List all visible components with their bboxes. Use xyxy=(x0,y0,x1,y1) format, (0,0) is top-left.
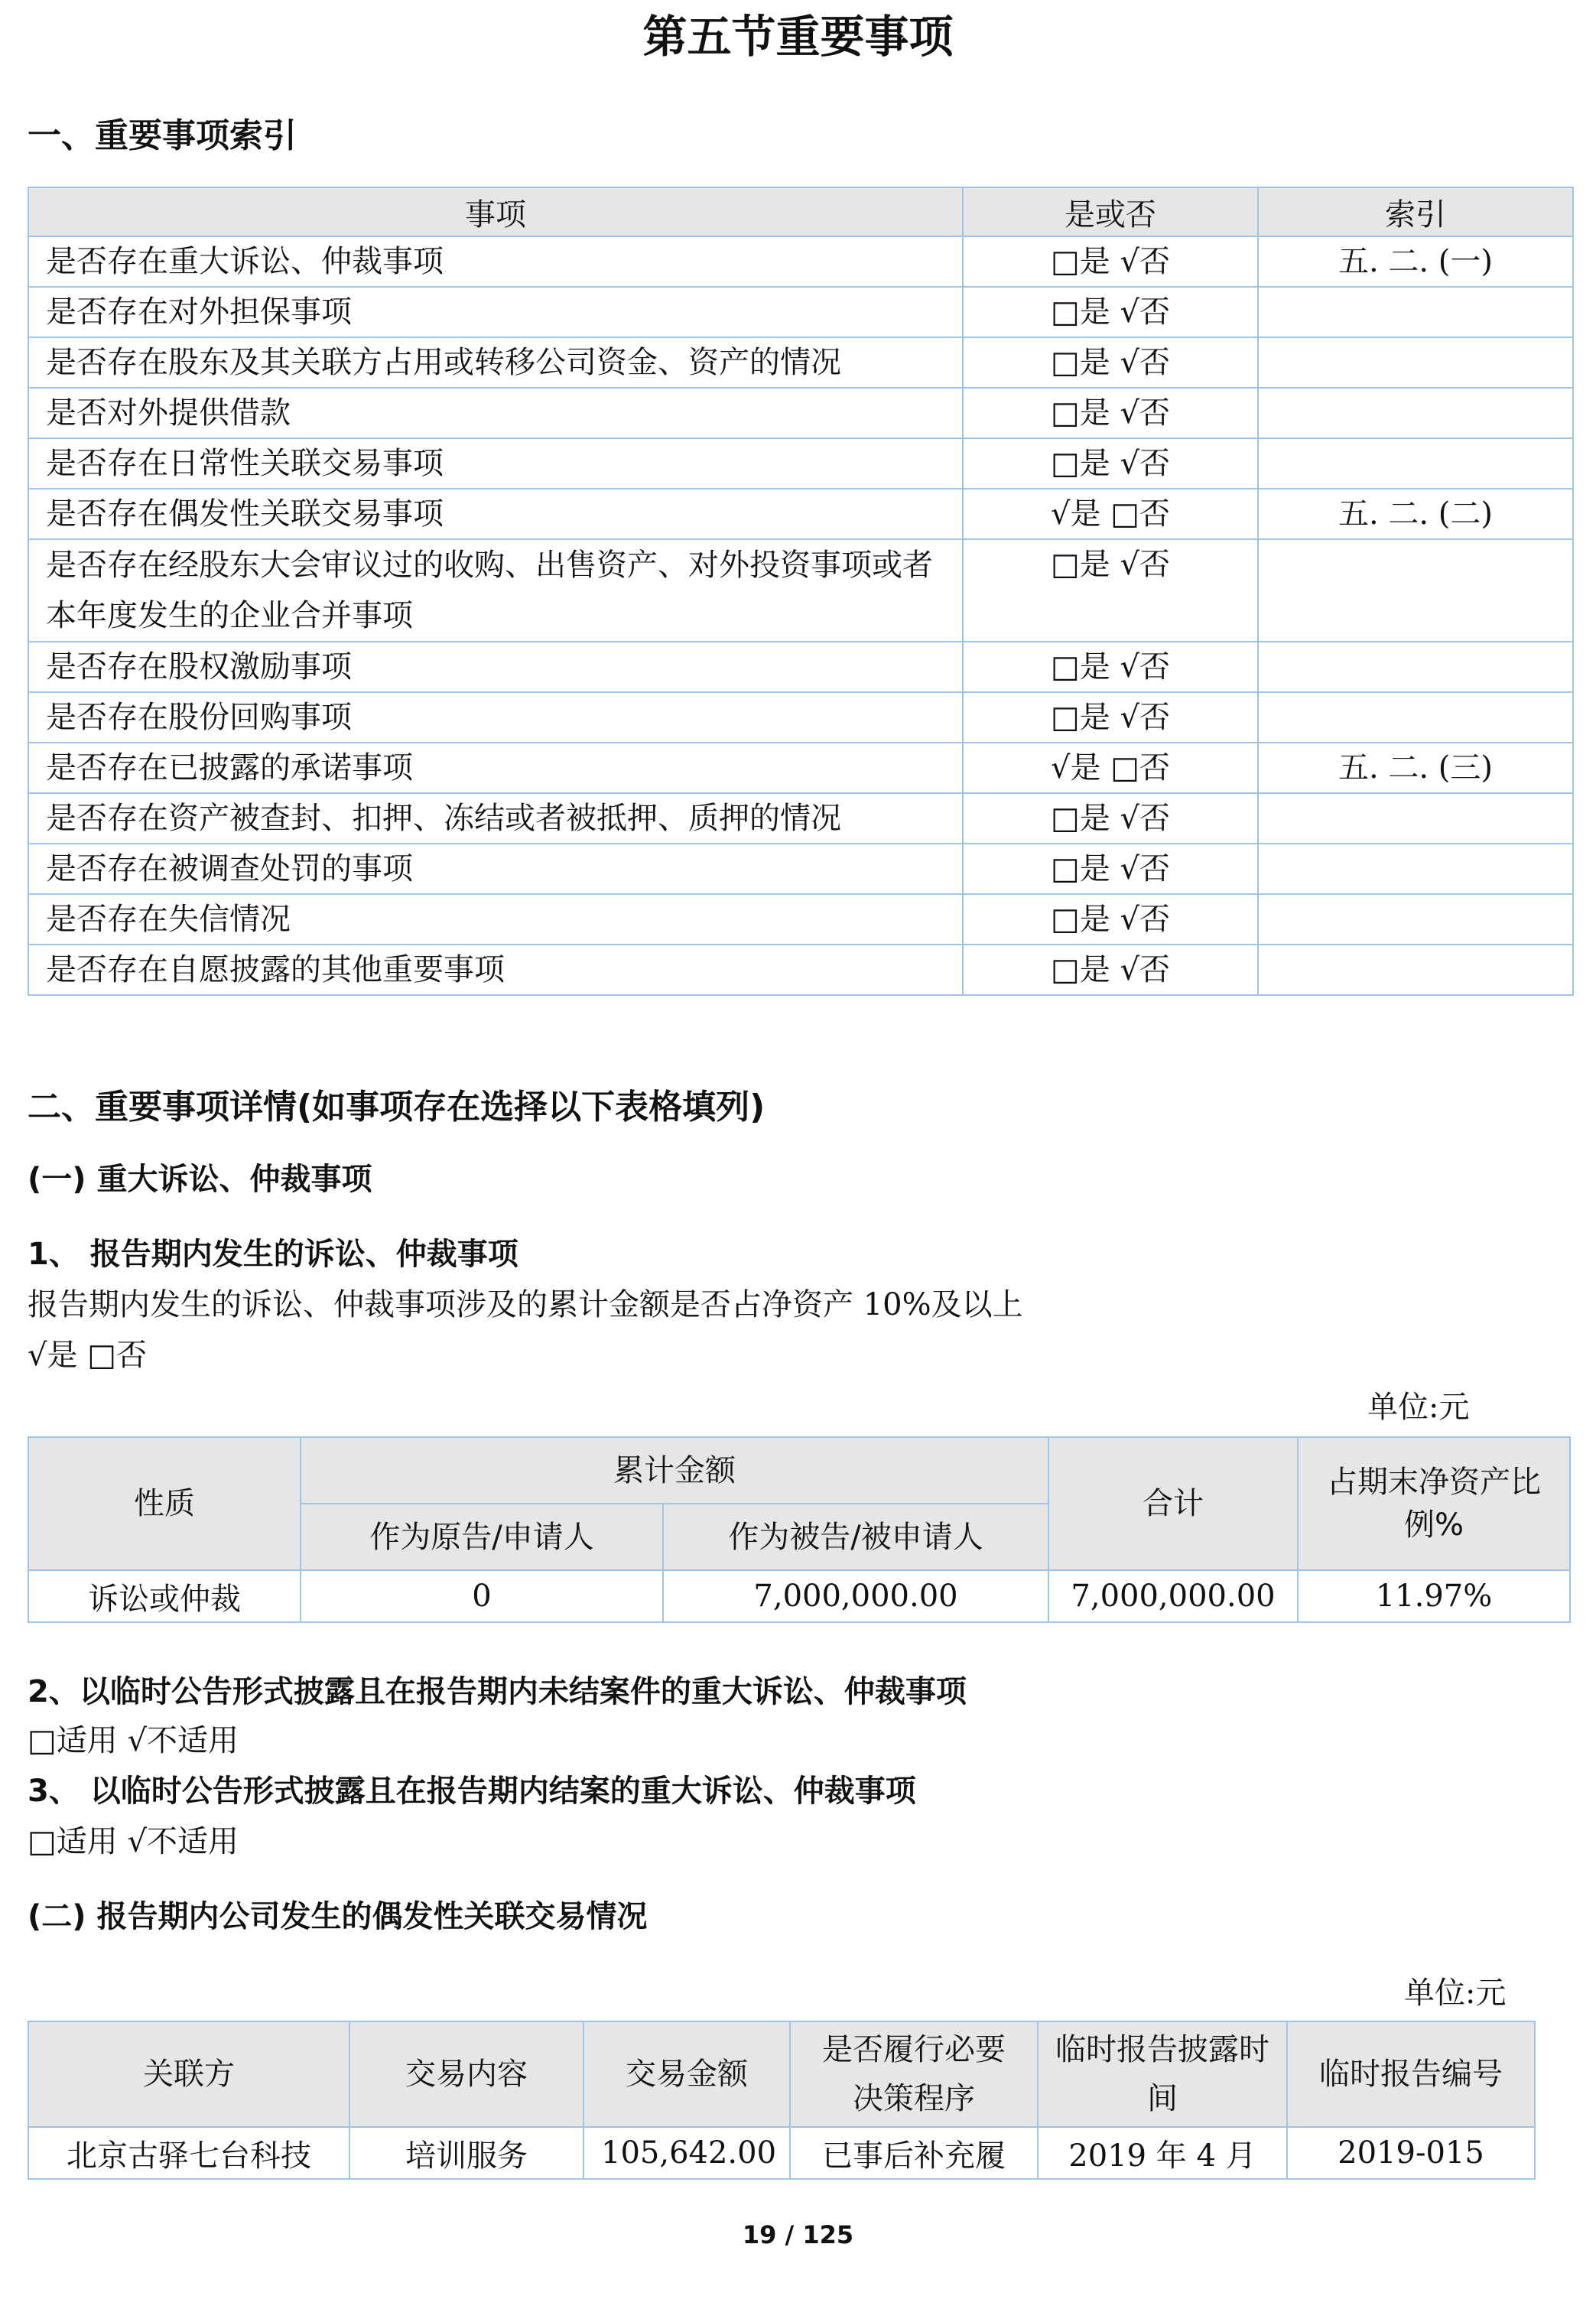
header-index: 索引 xyxy=(1258,187,1573,236)
index-cell xyxy=(1258,945,1573,995)
index-table-header xyxy=(28,187,1573,236)
index-cell: 五. 二. (三) xyxy=(1258,743,1573,793)
index-cell xyxy=(1258,692,1573,743)
item-cell: 是否存在股东及其关联方占用或转移公司资金、资产的情况 xyxy=(28,337,963,388)
index-cell xyxy=(1258,642,1573,692)
page-title: 第五节重要事项 xyxy=(642,11,954,63)
item-cell: 是否存在已披露的承诺事项 xyxy=(28,743,963,793)
item-cell: 是否对外提供借款 xyxy=(28,388,963,438)
table-row xyxy=(28,844,1573,894)
yes-no-cell: √是 □否 xyxy=(963,743,1258,793)
yes-no-cell: □是 √否 xyxy=(963,894,1258,945)
header-total: 合计 xyxy=(1048,1437,1298,1570)
subsection-2-heading: (二) 报告期内公司发生的偶发性关联交易情况 xyxy=(28,1899,648,1934)
index-cell: 五. 二. (二) xyxy=(1258,489,1573,539)
header-item: 事项 xyxy=(28,187,963,236)
header-amount: 交易金额 xyxy=(583,2021,790,2127)
unit-label-2: 单位:元 xyxy=(1404,1976,1507,2011)
index-cell xyxy=(1258,438,1573,489)
item-cell: 是否存在重大诉讼、仲裁事项 xyxy=(28,236,963,287)
item-cell: 是否存在资产被查封、扣押、冻结或者被抵押、质押的情况 xyxy=(28,793,963,844)
table-row xyxy=(28,489,1573,539)
plaintiff-amount-cell: 0 xyxy=(301,1570,663,1622)
header-yes-no: 是或否 xyxy=(963,187,1258,236)
table-row xyxy=(28,743,1573,793)
item-cell: 是否存在日常性关联交易事项 xyxy=(28,438,963,489)
item-cell: 是否存在失信情况 xyxy=(28,894,963,945)
table-row xyxy=(28,438,1573,489)
table-row xyxy=(28,692,1573,743)
item-cell: 是否存在股权激励事项 xyxy=(28,642,963,692)
amount-cell: 105,642.00 xyxy=(583,2127,790,2179)
header-ratio: 占期末净资产比例% xyxy=(1298,1437,1570,1570)
table-row xyxy=(28,945,1573,995)
unit-label: 单位:元 xyxy=(1367,1390,1470,1425)
index-cell xyxy=(1258,287,1573,337)
header-decision-procedure: 是否履行必要决策程序 xyxy=(790,2021,1038,2127)
index-cell xyxy=(1258,539,1573,642)
table-row xyxy=(28,539,1573,642)
decision-procedure-cell: 已事后补充履 xyxy=(790,2127,1038,2179)
yes-no-cell: □是 √否 xyxy=(963,844,1258,894)
item-1-heading: 1、 报告期内发生的诉讼、仲裁事项 xyxy=(28,1237,518,1272)
item-3-answer: □适用 √不适用 xyxy=(28,1824,239,1859)
header-nature: 性质 xyxy=(28,1437,301,1570)
yes-no-cell: □是 √否 xyxy=(963,388,1258,438)
index-table xyxy=(28,187,1574,996)
item-2-heading: 2、以临时公告形式披露且在报告期内未结案件的重大诉讼、仲裁事项 xyxy=(28,1674,967,1709)
index-cell xyxy=(1258,337,1573,388)
table-row xyxy=(28,2127,1535,2179)
table-row xyxy=(28,337,1573,388)
header-report-number: 临时报告编号 xyxy=(1287,2021,1535,2127)
yes-no-cell: □是 √否 xyxy=(963,438,1258,489)
index-cell xyxy=(1258,388,1573,438)
yes-no-cell: □是 √否 xyxy=(963,539,1258,642)
table-row xyxy=(28,236,1573,287)
table-row xyxy=(28,287,1573,337)
header-as-plaintiff: 作为原告/申请人 xyxy=(301,1504,663,1570)
yes-no-cell: □是 √否 xyxy=(963,793,1258,844)
yes-no-cell: √是 □否 xyxy=(963,489,1258,539)
index-cell xyxy=(1258,894,1573,945)
index-cell xyxy=(1258,844,1573,894)
index-cell xyxy=(1258,793,1573,844)
section-2-heading: 二、重要事项详情(如事项存在选择以下表格填列) xyxy=(28,1088,765,1127)
item-cell: 是否存在偶发性关联交易事项 xyxy=(28,489,963,539)
yes-no-cell: □是 √否 xyxy=(963,236,1258,287)
yes-no-cell: □是 √否 xyxy=(963,692,1258,743)
item-cell: 是否存在股份回购事项 xyxy=(28,692,963,743)
yes-no-cell: □是 √否 xyxy=(963,337,1258,388)
table-row xyxy=(28,388,1573,438)
header-as-defendant: 作为被告/被申请人 xyxy=(663,1504,1048,1570)
total-cell: 7,000,000.00 xyxy=(1048,1570,1298,1622)
yes-no-cell: □是 √否 xyxy=(963,945,1258,995)
yes-no-cell: □是 √否 xyxy=(963,642,1258,692)
item-3-heading: 3、 以临时公告形式披露且在报告期内结案的重大诉讼、仲裁事项 xyxy=(28,1774,916,1809)
page-number: 19 / 125 xyxy=(742,2220,854,2249)
related-party-cell: 北京古驿七台科技 xyxy=(28,2127,349,2179)
content-cell: 培训服务 xyxy=(349,2127,583,2179)
header-related-party: 关联方 xyxy=(28,2021,349,2127)
header-cumulative-amount: 累计金额 xyxy=(301,1437,1048,1504)
ratio-cell: 11.97% xyxy=(1298,1570,1570,1622)
report-number-cell: 2019-015 xyxy=(1287,2127,1535,2179)
table-row xyxy=(28,894,1573,945)
header-disclosure-time: 临时报告披露时间 xyxy=(1038,2021,1287,2127)
litigation-table xyxy=(28,1436,1571,1623)
header-content: 交易内容 xyxy=(349,2021,583,2127)
item-2-answer: □适用 √不适用 xyxy=(28,1723,239,1758)
yes-no-cell: □是 √否 xyxy=(963,287,1258,337)
table-row xyxy=(28,793,1573,844)
item-cell: 是否存在对外担保事项 xyxy=(28,287,963,337)
table-row xyxy=(28,1570,1570,1622)
table-row xyxy=(28,642,1573,692)
defendant-amount-cell: 7,000,000.00 xyxy=(663,1570,1048,1622)
item-cell: 是否存在被调查处罚的事项 xyxy=(28,844,963,894)
item-cell: 是否存在自愿披露的其他重要事项 xyxy=(28,945,963,995)
item-1-question: 报告期内发生的诉讼、仲裁事项涉及的累计金额是否占净资产 10%及以上 xyxy=(28,1287,1023,1322)
nature-cell: 诉讼或仲裁 xyxy=(28,1570,301,1622)
section-1-heading: 一、重要事项索引 xyxy=(28,116,297,155)
item-cell: 是否存在经股东大会审议过的收购、出售资产、对外投资事项或者本年度发生的企业合并事项 xyxy=(28,539,963,642)
index-cell: 五. 二. (一) xyxy=(1258,236,1573,287)
disclosure-time-cell: 2019 年 4 月 xyxy=(1038,2127,1287,2179)
subsection-1-heading: (一) 重大诉讼、仲裁事项 xyxy=(28,1162,372,1197)
item-1-answer: √是 □否 xyxy=(28,1338,147,1373)
related-transaction-table xyxy=(28,2021,1536,2180)
